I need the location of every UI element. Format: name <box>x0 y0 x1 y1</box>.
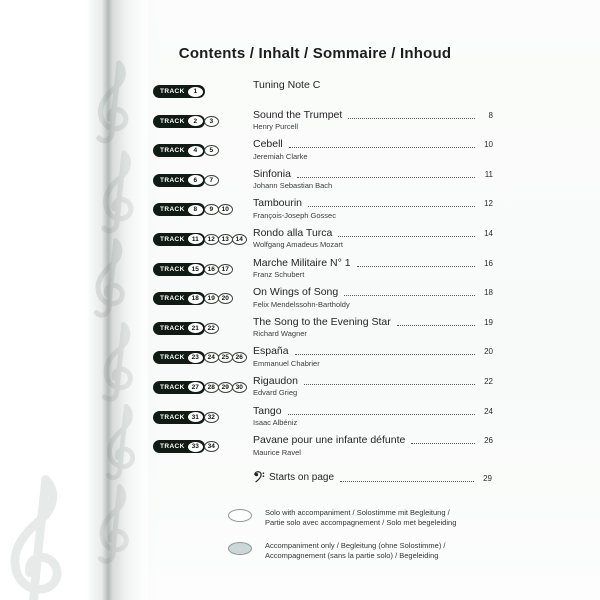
composer-name: Emmanuel Chabrier <box>253 358 320 368</box>
song-title: Marche Militaire N° 1 <box>253 256 351 269</box>
track-badge <box>153 227 253 246</box>
track-row <box>153 109 493 139</box>
track-row <box>153 138 493 168</box>
composer-name: Franz Schubert <box>253 270 305 280</box>
song-cell <box>253 257 493 280</box>
dotted-leader <box>411 443 475 444</box>
song-title: Tuning Note C <box>253 79 321 91</box>
composer-name: Edvard Grieg <box>253 388 298 398</box>
track-number: 28 <box>204 382 219 393</box>
composer-name: Isaac Albéniz <box>253 418 298 428</box>
track-number: 14 <box>232 234 247 245</box>
composer-name: Felix Mendelssohn-Bartholdy <box>253 299 350 309</box>
track-badge <box>153 405 253 424</box>
track-badge <box>153 345 253 364</box>
track-row <box>153 286 493 316</box>
dotted-leader <box>338 236 475 237</box>
track-pill <box>153 440 205 453</box>
page-number: 26 <box>484 436 493 446</box>
track-pill-label: TRACK <box>160 295 185 303</box>
track-pill-label: TRACK <box>160 235 185 243</box>
song-cell <box>253 375 493 398</box>
track-badge <box>153 286 253 305</box>
track-badge <box>153 197 253 216</box>
song-title: Tambourin <box>253 197 303 210</box>
song-cell <box>253 138 493 161</box>
page-number: 19 <box>484 317 493 327</box>
track-pill-label: TRACK <box>160 324 185 332</box>
page-number: 18 <box>484 288 493 298</box>
page-gutter-shadow <box>86 0 158 600</box>
composer-name: Maurice Ravel <box>253 447 301 457</box>
filled-oval-icon <box>228 542 252 555</box>
dotted-leader <box>357 266 475 267</box>
track-number: 18 <box>188 294 203 304</box>
track-pill <box>153 322 205 335</box>
legend-item-accompaniment <box>228 541 548 561</box>
page-number: 22 <box>484 376 493 386</box>
composer-name: Henry Purcell <box>253 122 299 132</box>
track-badge <box>153 375 253 394</box>
track-number: 8 <box>188 205 203 215</box>
page-number: 10 <box>484 140 493 150</box>
song-cell <box>253 79 493 91</box>
track-number: 34 <box>204 441 219 452</box>
track-pill-label: TRACK <box>160 147 185 155</box>
track-row <box>153 345 493 375</box>
track-pill-label: TRACK <box>160 354 185 362</box>
track-row <box>153 316 493 346</box>
track-row <box>153 405 493 435</box>
song-cell <box>253 316 493 339</box>
track-pill <box>153 263 205 276</box>
dotted-leader <box>397 325 475 326</box>
legend-text <box>265 541 446 561</box>
track-number: 5 <box>204 145 219 156</box>
starts-on-page-label: Starts on page <box>269 472 335 483</box>
track-list <box>153 79 493 464</box>
track-pill <box>153 144 205 157</box>
track-number: 25 <box>218 352 233 363</box>
track-pill-label: TRACK <box>160 88 185 95</box>
song-title: Rondo alla Turca <box>253 226 333 239</box>
page-number: 12 <box>484 199 493 209</box>
track-number: 17 <box>218 264 233 275</box>
track-number: 29 <box>218 382 233 393</box>
song-title: España <box>253 345 289 358</box>
page-number: 8 <box>488 110 493 120</box>
track-number: 27 <box>188 382 203 392</box>
dotted-leader <box>348 118 475 119</box>
composer-name: Richard Wagner <box>253 329 307 339</box>
track-row <box>153 168 493 198</box>
legend-line: Partie solo avec accompagnement / Solo met begeleiding <box>265 518 457 527</box>
track-number: 26 <box>232 352 247 363</box>
song-title: Pavane pour une infante défunte <box>253 434 406 447</box>
page-number: 11 <box>484 169 493 179</box>
composer-name: Johann Sebastian Bach <box>253 181 333 191</box>
song-cell <box>253 197 493 220</box>
composer-name: François-Joseph Gossec <box>253 210 336 220</box>
track-pill <box>153 351 205 364</box>
track-number: 12 <box>204 234 219 245</box>
dotted-leader <box>288 414 475 415</box>
track-number: 1 <box>188 87 203 97</box>
track-number: 11 <box>188 234 203 244</box>
track-pill <box>153 381 205 394</box>
track-pill <box>153 203 205 216</box>
song-cell <box>253 405 493 428</box>
track-pill-label: TRACK <box>160 443 185 451</box>
track-pill <box>153 85 205 98</box>
track-number: 7 <box>204 175 219 186</box>
composer-name: Wolfgang Amadeus Mozart <box>253 240 343 250</box>
track-badge <box>153 316 253 335</box>
track-badge <box>153 434 253 453</box>
song-title: Sound the Trumpet <box>253 108 343 121</box>
song-cell <box>253 286 493 309</box>
track-number: 15 <box>188 264 203 274</box>
track-number: 24 <box>204 352 219 363</box>
song-title: Tango <box>253 404 282 417</box>
track-number: 13 <box>218 234 233 245</box>
track-badge <box>153 79 253 98</box>
legend <box>228 508 548 574</box>
track-pill-label: TRACK <box>160 383 185 391</box>
song-cell <box>253 345 493 368</box>
dotted-leader <box>304 384 475 385</box>
treble-clef-watermark <box>0 468 84 600</box>
track-number: 22 <box>204 323 219 334</box>
track-badge <box>153 138 253 157</box>
track-pill-label: TRACK <box>160 176 185 184</box>
track-pill-label: TRACK <box>160 117 185 125</box>
dotted-leader <box>297 177 475 178</box>
track-row <box>153 375 493 405</box>
legend-line: Accompaniment only / Begleitung (ohne Solostimme) / <box>265 541 446 550</box>
page-title: Contents / Inhalt / Sommaire / Inhoud <box>178 45 452 62</box>
page-number: 24 <box>484 406 493 416</box>
track-number: 21 <box>188 323 203 333</box>
track-number: 9 <box>204 204 219 215</box>
track-badge <box>153 257 253 276</box>
track-pill <box>153 115 205 128</box>
page-number: 20 <box>484 347 493 357</box>
track-number: 33 <box>188 442 203 452</box>
track-badge <box>153 109 253 128</box>
track-row <box>153 257 493 287</box>
track-row <box>153 79 493 109</box>
track-pill <box>153 174 205 187</box>
bass-clef-icon <box>254 470 265 484</box>
track-pill <box>153 411 205 424</box>
track-pill <box>153 292 205 305</box>
track-badge <box>153 168 253 187</box>
legend-item-solo <box>228 508 548 528</box>
legend-line: Solo with accompaniment / Solostimme mit Begleitung / <box>265 508 450 517</box>
track-number: 30 <box>232 382 247 393</box>
track-number: 20 <box>218 293 233 304</box>
track-pill-label: TRACK <box>160 265 185 273</box>
track-number: 2 <box>188 116 203 126</box>
track-row <box>153 197 493 227</box>
composer-name: Jeremiah Clarke <box>253 151 308 161</box>
track-row <box>153 227 493 257</box>
track-number: 4 <box>188 146 203 156</box>
track-pill-label: TRACK <box>160 206 185 214</box>
dotted-leader <box>340 481 474 482</box>
song-title: Rigaudon <box>253 374 298 387</box>
open-oval-icon <box>228 509 252 522</box>
page-number: 16 <box>484 258 493 268</box>
track-number: 10 <box>218 204 233 215</box>
song-title: Sinfonia <box>253 167 291 180</box>
track-pill-label: TRACK <box>160 413 185 421</box>
song-cell <box>253 168 493 191</box>
legend-text <box>265 508 456 528</box>
track-number: 16 <box>204 264 219 275</box>
track-number: 3 <box>204 116 219 127</box>
dotted-leader <box>344 295 475 296</box>
dotted-leader <box>295 354 475 355</box>
song-title: Cebell <box>253 138 283 151</box>
dotted-leader <box>308 206 475 207</box>
track-number: 32 <box>204 412 219 423</box>
page-number: 14 <box>484 228 493 238</box>
song-cell <box>253 227 493 250</box>
legend-line: Accompagnement (sans la partie solo) / Begeleiding <box>265 551 439 560</box>
starts-on-page-row <box>252 470 492 484</box>
track-pill <box>153 233 205 246</box>
song-title: The Song to the Evening Star <box>253 315 391 328</box>
song-title: On Wings of Song <box>253 286 339 299</box>
song-cell <box>253 434 493 457</box>
track-row <box>153 434 493 464</box>
track-number: 19 <box>204 293 219 304</box>
dotted-leader <box>289 147 475 148</box>
track-number: 31 <box>188 412 203 422</box>
track-number: 23 <box>188 353 203 363</box>
song-cell <box>253 109 493 132</box>
starts-on-page-number: 29 <box>483 474 492 483</box>
track-number: 6 <box>188 175 203 185</box>
